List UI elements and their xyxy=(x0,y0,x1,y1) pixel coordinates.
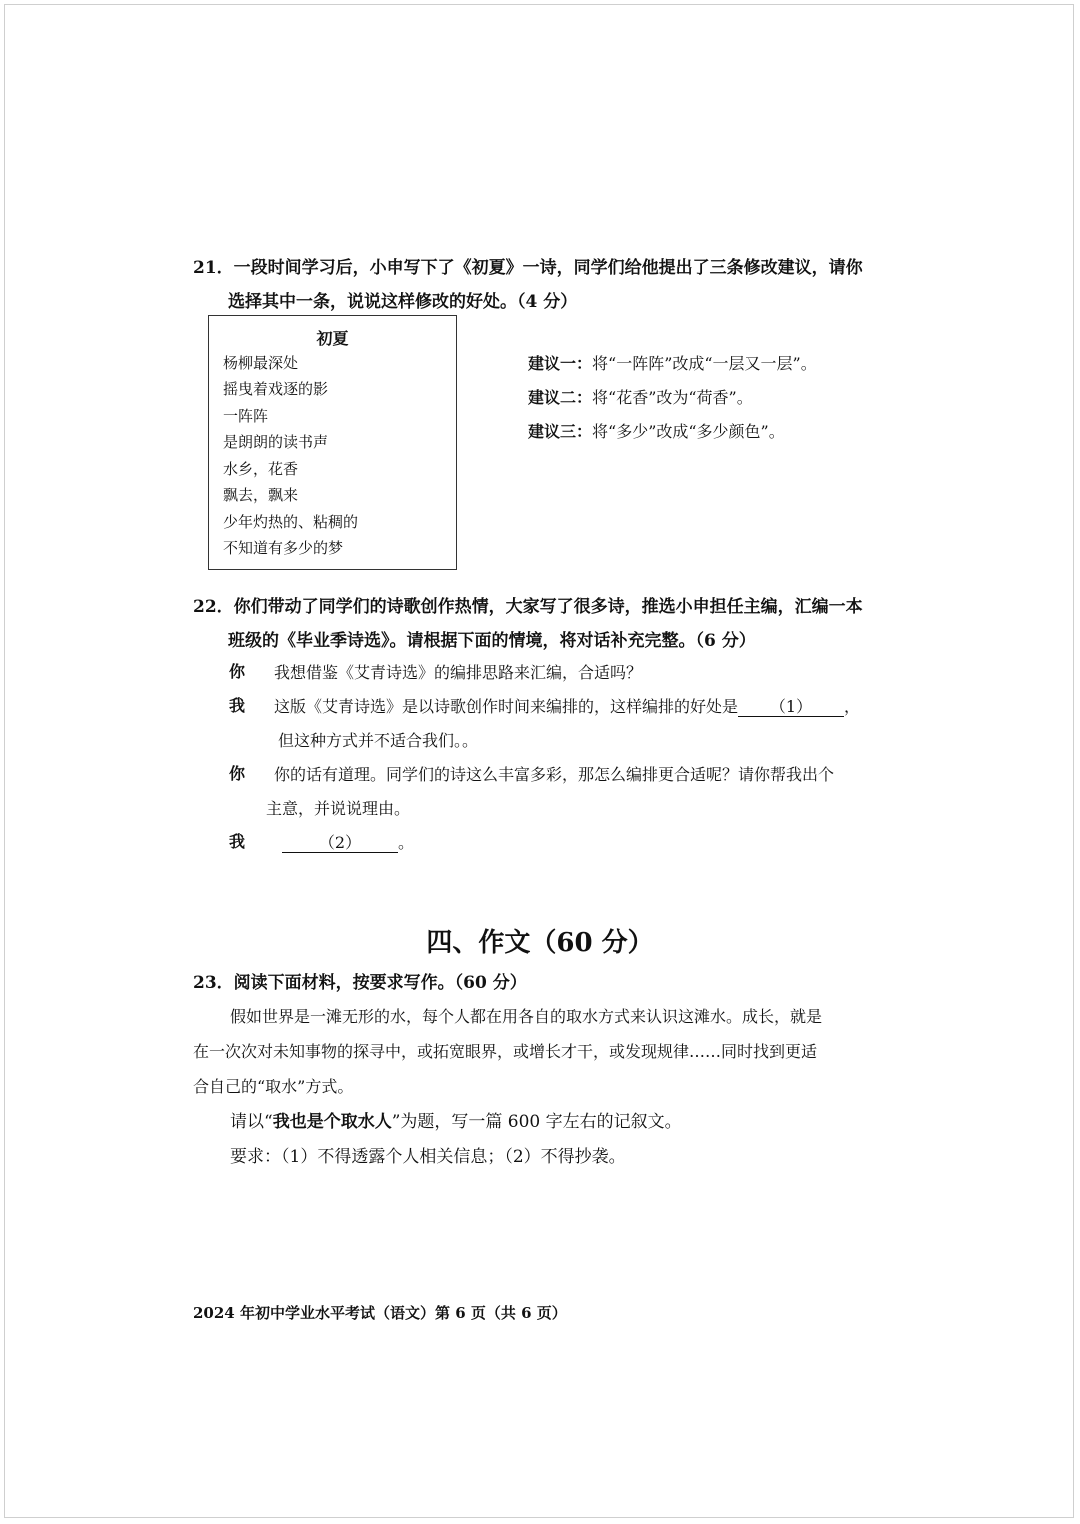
q22-line1: 22．你们带动了同学们的诗歌创作热情，大家写了很多诗，推选小申担任主编，汇编一本 xyxy=(193,597,863,617)
material-line: 在一次次对未知事物的探寻中，或拓宽眼界，或增长才干，或发现规律……同时找到更适 xyxy=(193,1042,818,1061)
poem-box xyxy=(208,315,457,570)
poem-title: 初夏 xyxy=(316,329,349,348)
speaker-you: 你 xyxy=(229,662,246,681)
suggestion-label: 建议一： xyxy=(528,354,593,373)
dialogue-punct: ， xyxy=(844,697,861,716)
dialogue-text: 你的话有道理。同学们的诗这么丰富多彩，那怎么编排更合适呢？请你帮我出个 xyxy=(274,765,835,784)
prompt-suffix: ”为题，写一篇 600 字左右的记叙文。 xyxy=(391,1112,682,1132)
q21-line1: 21．一段时间学习后，小申写下了《初夏》一诗，同学们给他提出了三条修改建议，请你 xyxy=(193,258,863,278)
speaker-you: 你 xyxy=(229,764,246,783)
poem-line: 杨柳最深处 xyxy=(223,354,299,372)
dialogue-text: 我想借鉴《艾青诗选》的编排思路来汇编，合适吗？ xyxy=(274,663,643,682)
q21-line2: 选择其中一条，说说这样修改的好处。（4 分） xyxy=(228,292,578,312)
poem-line: 是朗朗的读书声 xyxy=(223,433,329,451)
suggestion-text: 将“一阵阵”改成“一层又一层”。 xyxy=(592,354,817,373)
speaker-me: 我 xyxy=(229,832,246,851)
dialogue-answer xyxy=(282,830,414,853)
speaker-me: 我 xyxy=(229,696,246,715)
poem-line: 飘去，飘来 xyxy=(223,486,299,504)
q23-line1: 23．阅读下面材料，按要求写作。（60 分） xyxy=(193,973,527,993)
writing-requirements: 要求：（1）不得透露个人相关信息；（2）不得抄袭。 xyxy=(230,1147,626,1167)
dialogue-text xyxy=(274,694,860,717)
dialogue-text: 但这种方式并不适合我们。。 xyxy=(278,731,479,750)
dialogue-text: 主意，并说说理由。 xyxy=(266,799,411,818)
suggestion-3 xyxy=(528,419,785,442)
dialogue-text-main: 这版《艾青诗选》是以诗歌创作时间来编排的，这样编排的好处是 xyxy=(274,697,739,716)
suggestion-text: 将“多少”改成“多少颜色”。 xyxy=(592,422,785,441)
poem-line: 水乡，花香 xyxy=(223,460,299,478)
poem-line: 不知道有多少的梦 xyxy=(223,539,344,557)
suggestion-1 xyxy=(528,351,817,374)
writing-prompt xyxy=(230,1107,682,1132)
suggestion-label: 建议三： xyxy=(528,422,593,441)
poem-line: 一阵阵 xyxy=(223,407,269,425)
answer-blank-2[interactable]: （2） xyxy=(282,834,398,853)
q22-line2: 班级的《毕业季诗选》。请根据下面的情境，将对话补充完整。（6 分） xyxy=(228,631,756,651)
poem-line: 摇曳着戏逐的影 xyxy=(223,380,329,398)
material-line: 假如世界是一滩无形的水，每个人都在用各自的取水方式来认识这滩水。成长，就是 xyxy=(230,1007,823,1026)
section-title: 四、作文（60 分） xyxy=(426,928,654,958)
prompt-prefix: 请以“ xyxy=(230,1112,273,1132)
poem-line: 少年灼热的、粘稠的 xyxy=(223,513,359,531)
prompt-title: 我也是个取水人 xyxy=(272,1112,392,1132)
dialogue-punct: 。 xyxy=(398,833,415,852)
page-footer: 2024 年初中学业水平考试（语文）第 6 页（共 6 页） xyxy=(193,1304,567,1322)
suggestion-label: 建议二： xyxy=(528,388,593,407)
material-line: 合自己的“取水”方式。 xyxy=(193,1077,354,1096)
suggestion-text: 将“花香”改为“荷香”。 xyxy=(592,388,753,407)
suggestion-2 xyxy=(528,385,753,408)
answer-blank-1[interactable]: （1） xyxy=(738,698,844,717)
page-border xyxy=(4,4,1074,1518)
